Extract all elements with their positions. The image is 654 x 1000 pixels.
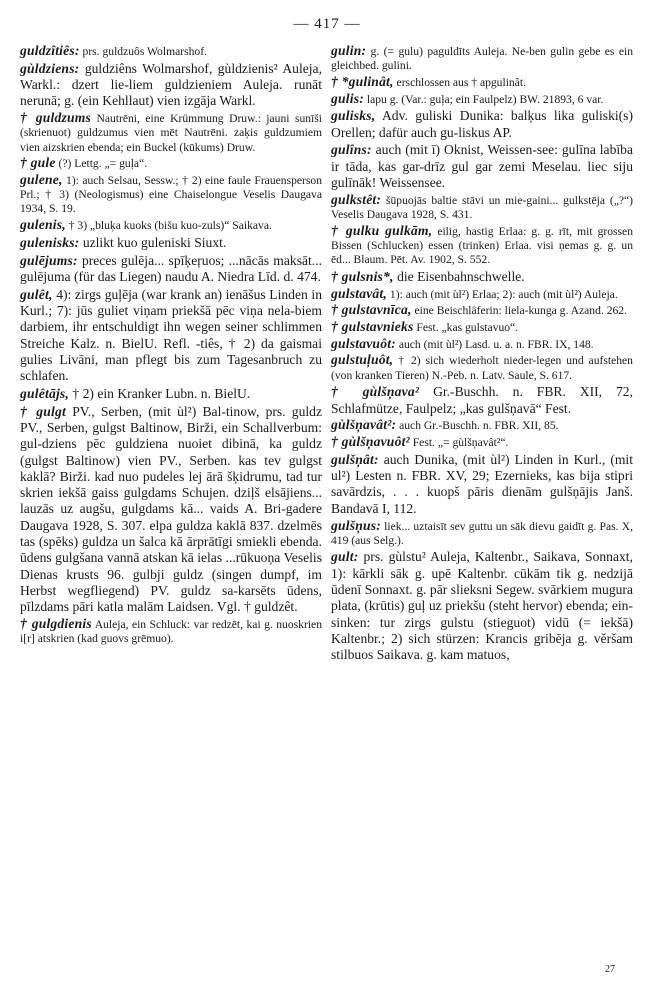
entry-headword: gulêt, xyxy=(20,286,53,302)
entry-text: prs. guldzuôs Wolmarshof. xyxy=(82,45,207,58)
entry-text: g. (= gulu) paguldīts Auleja. Ne-ben gulin gebe es ein gleichbed. gulini. xyxy=(331,45,633,73)
dictionary-entry xyxy=(331,44,633,73)
dictionary-entry xyxy=(20,404,322,616)
entry-headword: gult: xyxy=(331,549,359,565)
dictionary-entry xyxy=(331,384,633,417)
entry-headword: † gùlšņavuôt² xyxy=(331,434,410,450)
dictionary-entry xyxy=(331,435,633,450)
dictionary-entry xyxy=(331,193,633,222)
entry-text: uzlikt kuo guleniski Siuxt. xyxy=(82,234,227,250)
entry-headword: † gulstavnieks xyxy=(331,319,414,335)
entry-headword: gulstavuôt: xyxy=(331,335,396,351)
entry-headword: gulšņât: xyxy=(331,451,379,467)
dictionary-entry xyxy=(20,235,322,251)
entry-text: 1): auch (mit ùl²) Erlaa; 2): auch (mit ùl²) Auleja. xyxy=(389,287,618,301)
entry-headword: gùldziens: xyxy=(20,60,80,76)
entry-text: auch (mit ī) Oknist, Weissen-see: gulīna labība ir tāda, kas gar-drīz gul gar zemi Meselau. liec siju gulīnāk! Weissensee. xyxy=(331,142,633,190)
entry-text: lapu g. (Var.: guļa; ein Faulpelz) BW. 21893, 6 var. xyxy=(366,92,604,106)
entry-text: Auleja, ein Schluck: var redzēt, kai g. nuoskrien i[r] atskrien (kad guovs grēmuo). xyxy=(20,618,322,646)
entry-text: (?) Lettg. „= guļa“. xyxy=(58,157,148,171)
dictionary-entry xyxy=(331,75,633,90)
dictionary-entry xyxy=(20,386,322,402)
entry-text: eine Beischläferin: lielа-kunga g. Azand. 262. xyxy=(414,304,627,318)
entry-text: auch Dunika, (mit ùl²) Linden in Kurl., (mit ul²) Lesten n. FBR. XV, 29; Ezernieks, kas bija stipri savārdzis, . . . kuopš pāris dienām gulšņājis Janš. Bandavā I, 112. xyxy=(331,451,633,516)
entry-headword: gùlšņavât²: xyxy=(331,417,397,433)
entry-headword: † gulstavnīca, xyxy=(331,302,412,318)
entry-text: guldziêns Wolmarshof, gùldzienis² Auleja, Warkl.: dzert lie-liem guldzieniem Auleja. runāt nerunā; g. (ein Kehllaut) vien izgāja Warkl. xyxy=(20,60,322,109)
entry-headword: gulin: xyxy=(331,43,367,58)
dictionary-entry xyxy=(20,173,322,217)
entry-headword: † gule xyxy=(20,155,56,171)
entry-headword: gulêtājs, xyxy=(20,385,70,401)
entry-text: Gr.-Buschh. n. FBR. XII, 72, Schlafmütze, Faulpelz; „kas gulšņavā“ Fest. xyxy=(331,384,633,416)
entry-headword: † gùlšņava² xyxy=(331,384,420,400)
entry-text: eilig, hastig Erlaa: g. g. rīt, mit grossen Bissen (Schlucken) essen (trinken) Erlaa. visi ņemas g. g. un ēd... Blaum. Pēt. Av. 1902, S. 552. xyxy=(331,224,634,267)
entry-headword: gulstuļuôt, xyxy=(331,352,394,368)
entry-headword: † gulsnis*, xyxy=(331,268,394,284)
entry-text: prs. gùlstu² Auleja, Kaltenbr., Saikava, Sonnaxt, 1): kārkli sāk g. upē Kaltenbr. cūkām tik g. nedzijā ūdenī Sonnaxt. g. pār slieksni Segew. svārkiem mugura plata, (krūtis) guļ uz priekšu (steht hervor) ebenda; ein-sinken: tur zirgs gulstu (stieguot) vidū (= iekšā) Kaltenbr.; 2) sich stürzen: Krancis gribēja g. věršam stilbuos Saikava. g. kam matuos, xyxy=(331,549,633,663)
right-column xyxy=(331,44,633,665)
entry-headword: † gulgt xyxy=(20,403,66,419)
dictionary-entry xyxy=(331,92,633,107)
entry-headword: gulkstêt: xyxy=(331,191,382,207)
entry-headword: gulene, xyxy=(20,171,63,187)
printer-signature: 27 xyxy=(605,964,615,975)
entry-headword: gulenisks: xyxy=(20,234,80,250)
dictionary-entry xyxy=(331,303,633,318)
entry-headword: gulstavât, xyxy=(331,285,388,301)
dictionary-entry xyxy=(331,452,633,517)
dictionary-entry xyxy=(331,519,633,548)
entry-headword: gulējums: xyxy=(20,252,78,268)
entry-headword: † gulku gulkām, xyxy=(331,222,433,238)
entry-text: Nautrēni, eine Krümmung Druw.: jauni sunīši (skrienuot) guldzumus vien mēt Nautrēni. zaķis guldzumiem vien aizskrien ebenda; ein Buckel (kūkums) Druw. xyxy=(20,112,323,154)
dictionary-entry xyxy=(331,269,633,285)
entry-headword: gulis: xyxy=(331,90,364,106)
left-column xyxy=(20,44,322,648)
dictionary-entry xyxy=(331,108,633,141)
entry-text: † 3) „bluķa kuoks (bišu kuo-zuls)“ Saikava. xyxy=(68,219,272,233)
entry-headword: † guldzums xyxy=(20,110,91,126)
entry-text: šūpuojās baltie stāvi un mie-gaini... gulkstēja („?“) Veselis Daugava 1928, S. 431. xyxy=(331,193,633,221)
dictionary-entry xyxy=(20,218,322,233)
entry-text: † 2) sich wiederholt nieder-legen und aufstehen (von kranken Tieren) N.-Peb. n. Latv. Saule, S. 617. xyxy=(331,354,633,382)
entry-text: Adv. guliski Dunika: balķus lika guliski(s) Orellen; dafür auch gu-liskus AP. xyxy=(331,108,633,140)
entry-headword: gulisks, xyxy=(331,108,376,124)
dictionary-entry xyxy=(331,353,633,382)
dictionary-entry xyxy=(331,337,633,352)
entry-headword: † gulgdienis xyxy=(20,616,92,632)
entry-text: † 2) ein Kranker Lubn. n. BielU. xyxy=(72,385,251,401)
entry-text: erschlossen aus † apgulinât. xyxy=(396,75,526,89)
dictionary-entry xyxy=(331,549,633,663)
dictionary-entry xyxy=(20,156,322,171)
entry-text: auch Gr.-Buschh. n. FBR. XII, 85. xyxy=(399,419,559,433)
dictionary-entry xyxy=(20,44,322,59)
dictionary-entry xyxy=(20,111,322,155)
entry-headword: gulîns: xyxy=(331,142,372,158)
dictionary-entry xyxy=(331,142,633,191)
dictionary-entry xyxy=(331,224,633,268)
dictionary-entry xyxy=(331,320,633,335)
entry-text: auch (mit ùl²) Lasd. u. a. n. FBR. IX, 148. xyxy=(398,337,594,351)
entry-text: 1): auch Selsau, Sessw.; † 2) eine faule Frauensperson Prl.; † 3) (Neologismus) eine Chaiselongue Veselis Daugava 1934, S. 19. xyxy=(20,173,322,216)
entry-headword: gulenis, xyxy=(20,217,66,233)
entry-text: Fest. „= gùlšņavât²“. xyxy=(412,436,509,450)
dictionary-entry xyxy=(20,61,322,110)
page-number: — 417 — xyxy=(293,16,361,32)
dictionary-entry xyxy=(331,287,633,302)
entry-headword: guldzîtiês: xyxy=(20,43,80,58)
dictionary-entry xyxy=(20,287,322,385)
dictionary-entry xyxy=(331,418,633,433)
dictionary-entry xyxy=(20,253,322,286)
entry-text: preces gulēja... spīķeŗuos; ...nācās maksāt... gulējuma (für das Liegen) naudu A. Niedra Līd. d. 474. xyxy=(20,252,322,284)
entry-headword: † *gulinât, xyxy=(331,73,394,89)
entry-headword: gulšņus: xyxy=(331,517,381,533)
entry-text: die Eisenbahnschwelle. xyxy=(397,268,525,284)
dictionary-entry xyxy=(20,617,322,646)
entry-text: Fest. „kas gulstavuo“. xyxy=(416,321,519,335)
entry-text: 4): zirgs guļēja (war krank an) ienāšus Linden in Kurl.; 7): jūs guliet viņam priekšā pēc viņa nela-biem darbiem, ihr entschuldigt ihn wegen seiner schlimmen Streiche Kalz. n. BielU. Refl. -tiês, † 2) da gaismai gulies Livāni, man pflegt bis zum Tagesanbruch zu schlafen. xyxy=(20,286,322,384)
entry-text: PV., Serben, (mit ùl²) Bal-tinow, prs. guldz PV., Serben, gulgst Baltinow, Birži, ein Schallverbum: gul-dziens pēc guldziena nuoiet dibinā, ka guldz (gulgst Baltinow) vien PV., Serben. kas tev gulgst kaklā? Birži. kad nuo pudeles lej ārā šķidrumu, tad tur skrien iekšā gaiss gulgdams Schujen. dziļš elsājiens... lauzās uz augšu, gulgdams kā... vaids A. Bri-gadere Daugava 1928, S. 307. elpa guldza kaklā 837. dzelmēs tas (spēks) guldza un šalca kā ārprātīgi smiekli ebenda. ūdens gulgšana vannā atskan kā ielas ...rūkuoņa Veselis Dienas krusts 96. gulbji guldz (singen dumpf, im Herbst wegfliegend) PV. guldz sa-karsēts ūdens, pīlzdams pāri katla malām Laidsen. Vgl. † guldzêt. xyxy=(20,403,322,615)
entry-text: liek... uztaisīt sev guttu un sāk dievu gaidīt g. Pas. X, 419 (aus Selg.). xyxy=(331,519,633,547)
